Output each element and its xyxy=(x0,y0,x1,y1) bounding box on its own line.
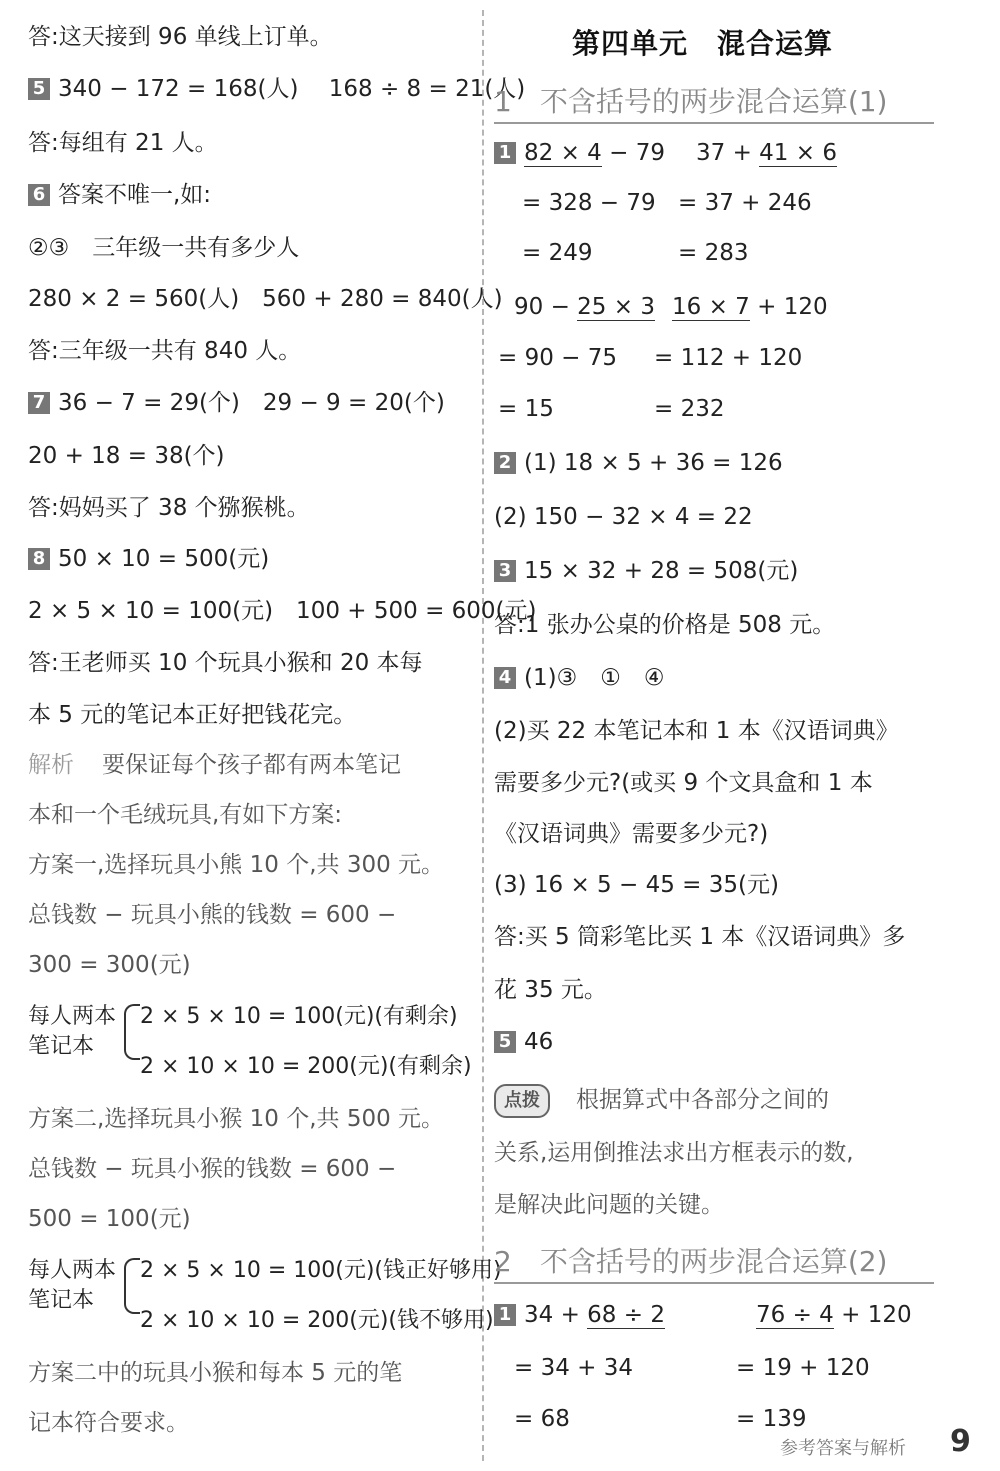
question-badge-5: 5 xyxy=(494,1031,516,1053)
answer-line: 答:三年级一共有 840 人。 xyxy=(28,338,302,364)
footer-label: 参考答案与解析 xyxy=(780,1438,906,1459)
hint-line: 是解决此问题的关键。 xyxy=(494,1192,724,1218)
analysis-line: 总钱数 − 玩具小猴的钱数 = 600 − xyxy=(28,1156,397,1182)
calc-step: = 90 − 75 xyxy=(498,345,618,371)
calc-line: 2 × 5 × 10 = 100(元) 100 + 500 = 600(元) xyxy=(28,598,537,624)
brace-bracket xyxy=(124,1258,140,1314)
q1-line xyxy=(494,1300,665,1330)
calc-step: = 328 − 79 xyxy=(522,190,656,216)
q5-line xyxy=(494,1027,553,1057)
page-number: 9 xyxy=(950,1424,971,1459)
answer-line: 答:买 5 筒彩笔比买 1 本《汉语词典》多 xyxy=(494,924,906,950)
answer-line: 本 5 元的笔记本正好把钱花完。 xyxy=(28,702,357,728)
q5-answer: 46 xyxy=(524,1029,554,1055)
q4-line xyxy=(494,663,664,693)
underlined-step: 76 ÷ 4 xyxy=(756,1302,834,1328)
calc-step: = 249 xyxy=(522,240,593,266)
answer-line: 花 35 元。 xyxy=(494,977,607,1003)
calc-step: = 37 + 246 xyxy=(678,190,812,216)
underlined-step: 82 × 4 xyxy=(524,140,602,166)
text-line: ②③ 三年级一共有多少人 xyxy=(28,235,300,261)
brace-label: 每人两本笔记本 xyxy=(28,1004,117,1059)
calc-line xyxy=(514,292,655,322)
section-title-1: 1 不含括号的两步混合运算(1) xyxy=(494,80,934,124)
calc-line xyxy=(672,292,828,322)
brace-line: 2 × 10 × 10 = 200(元)(有剩余) xyxy=(140,1054,472,1079)
brace-label: 每人两本笔记本 xyxy=(28,1258,117,1313)
analysis-line: 记本符合要求。 xyxy=(28,1410,189,1436)
column-divider xyxy=(482,10,484,1461)
q7-line xyxy=(28,388,445,418)
calc-line: 20 + 18 = 38(个) xyxy=(28,443,225,469)
hint-text: 根据算式中各部分之间的 xyxy=(576,1087,829,1113)
question-badge-1: 1 xyxy=(494,142,516,164)
question-badge-1: 1 xyxy=(494,1304,516,1326)
calc-line xyxy=(756,1300,912,1330)
brace-line: 2 × 10 × 10 = 200(元)(钱不够用) xyxy=(140,1308,494,1333)
hint-line xyxy=(494,1084,829,1118)
analysis-line: 方案二中的玩具小猴和每本 5 元的笔 xyxy=(28,1360,403,1386)
q3-line xyxy=(494,556,798,586)
section-title-2: 2 不含括号的两步混合运算(2) xyxy=(494,1240,934,1284)
q5-line xyxy=(28,74,525,104)
q8-calc: 50 × 10 = 500(元) xyxy=(58,546,270,572)
q8-line xyxy=(28,544,269,574)
question-badge-8: 8 xyxy=(28,548,50,570)
question-badge-7: 7 xyxy=(28,392,50,414)
calc-step: = 15 xyxy=(498,396,554,422)
calc-part: − 79 xyxy=(601,140,665,166)
underlined-step: 68 ÷ 2 xyxy=(587,1302,665,1328)
q2-calc: (1) 18 × 5 + 36 = 126 xyxy=(524,450,783,476)
hint-line: 关系,运用倒推法求出方框表示的数, xyxy=(494,1140,854,1166)
analysis-line: 500 = 100(元) xyxy=(28,1206,191,1232)
question-badge-4: 4 xyxy=(494,667,516,689)
q7-calc: 36 − 7 = 29(个) 29 − 9 = 20(个) xyxy=(58,390,445,416)
calc-step: = 68 xyxy=(514,1406,570,1432)
analysis-label: 解析 xyxy=(28,752,74,778)
brace-line: 2 × 5 × 10 = 100(元)(有剩余) xyxy=(140,1004,458,1029)
answer-line: 需要多少元?(或买 9 个文具盒和 1 本 xyxy=(494,770,873,796)
brace-bracket xyxy=(124,1004,140,1060)
calc-line: (3) 16 × 5 − 45 = 35(元) xyxy=(494,872,779,898)
pencil-hint-icon: 点拨 xyxy=(494,1084,550,1118)
brace-line: 2 × 5 × 10 = 100(元)(钱正好够用) xyxy=(140,1258,502,1283)
calc-part: + 120 xyxy=(833,1302,912,1328)
answer-line: (2)买 22 本笔记本和 1 本《汉语词典》 xyxy=(494,718,899,744)
calc-part: 34 + xyxy=(524,1302,588,1328)
unit-title: 第四单元 混合运算 xyxy=(572,27,834,60)
answer-line: 答:妈妈买了 38 个猕猴桃。 xyxy=(28,495,310,521)
answer-line: 《汉语词典》需要多少元?) xyxy=(494,821,769,847)
calc-step: = 34 + 34 xyxy=(514,1355,634,1381)
calc-line: 280 × 2 = 560(人) 560 + 280 = 840(人) xyxy=(28,286,503,312)
answer-line: 答:王老师买 10 个玩具小猴和 20 本每 xyxy=(28,650,423,676)
underlined-step: 16 × 7 xyxy=(672,294,750,320)
q4-answer: (1)③ ① ④ xyxy=(524,665,665,691)
q3-calc: 15 × 32 + 28 = 508(元) xyxy=(524,558,799,584)
calc-step: = 139 xyxy=(736,1406,807,1432)
calc-step: = 19 + 120 xyxy=(736,1355,870,1381)
analysis-line: 方案一,选择玩具小熊 10 个,共 300 元。 xyxy=(28,852,445,878)
q5-calc: 340 − 172 = 168(人) 168 ÷ 8 = 21(人) xyxy=(58,76,526,102)
calc-part: + 120 xyxy=(749,294,828,320)
answer-line: 答:1 张办公桌的价格是 508 元。 xyxy=(494,612,836,638)
question-badge-5: 5 xyxy=(28,78,50,100)
q1-line xyxy=(494,138,665,168)
answer-line: 答:这天接到 96 单线上订单。 xyxy=(28,24,333,50)
calc-step: = 112 + 120 xyxy=(654,345,803,371)
analysis-line: 方案二,选择玩具小猴 10 个,共 500 元。 xyxy=(28,1106,445,1132)
calc-step: = 283 xyxy=(678,240,749,266)
calc-line: (2) 150 − 32 × 4 = 22 xyxy=(494,504,753,530)
underlined-step: 41 × 6 xyxy=(759,140,837,166)
q2-line xyxy=(494,448,783,478)
analysis-line xyxy=(28,750,401,780)
answer-line: 答:每组有 21 人。 xyxy=(28,130,218,156)
q6-line xyxy=(28,180,211,210)
calc-step: = 232 xyxy=(654,396,725,422)
question-badge-6: 6 xyxy=(28,184,50,206)
question-badge-2: 2 xyxy=(494,452,516,474)
calc-line xyxy=(696,138,837,168)
analysis-line: 300 = 300(元) xyxy=(28,952,191,978)
q6-text: 答案不唯一,如: xyxy=(58,182,212,208)
analysis-line: 总钱数 − 玩具小熊的钱数 = 600 − xyxy=(28,902,397,928)
calc-part: 37 + xyxy=(696,140,760,166)
calc-part: 90 − xyxy=(514,294,578,320)
analysis-text: 要保证每个孩子都有两本笔记 xyxy=(102,752,401,778)
analysis-line: 本和一个毛绒玩具,有如下方案: xyxy=(28,802,343,828)
question-badge-3: 3 xyxy=(494,560,516,582)
underlined-step: 25 × 3 xyxy=(577,294,655,320)
